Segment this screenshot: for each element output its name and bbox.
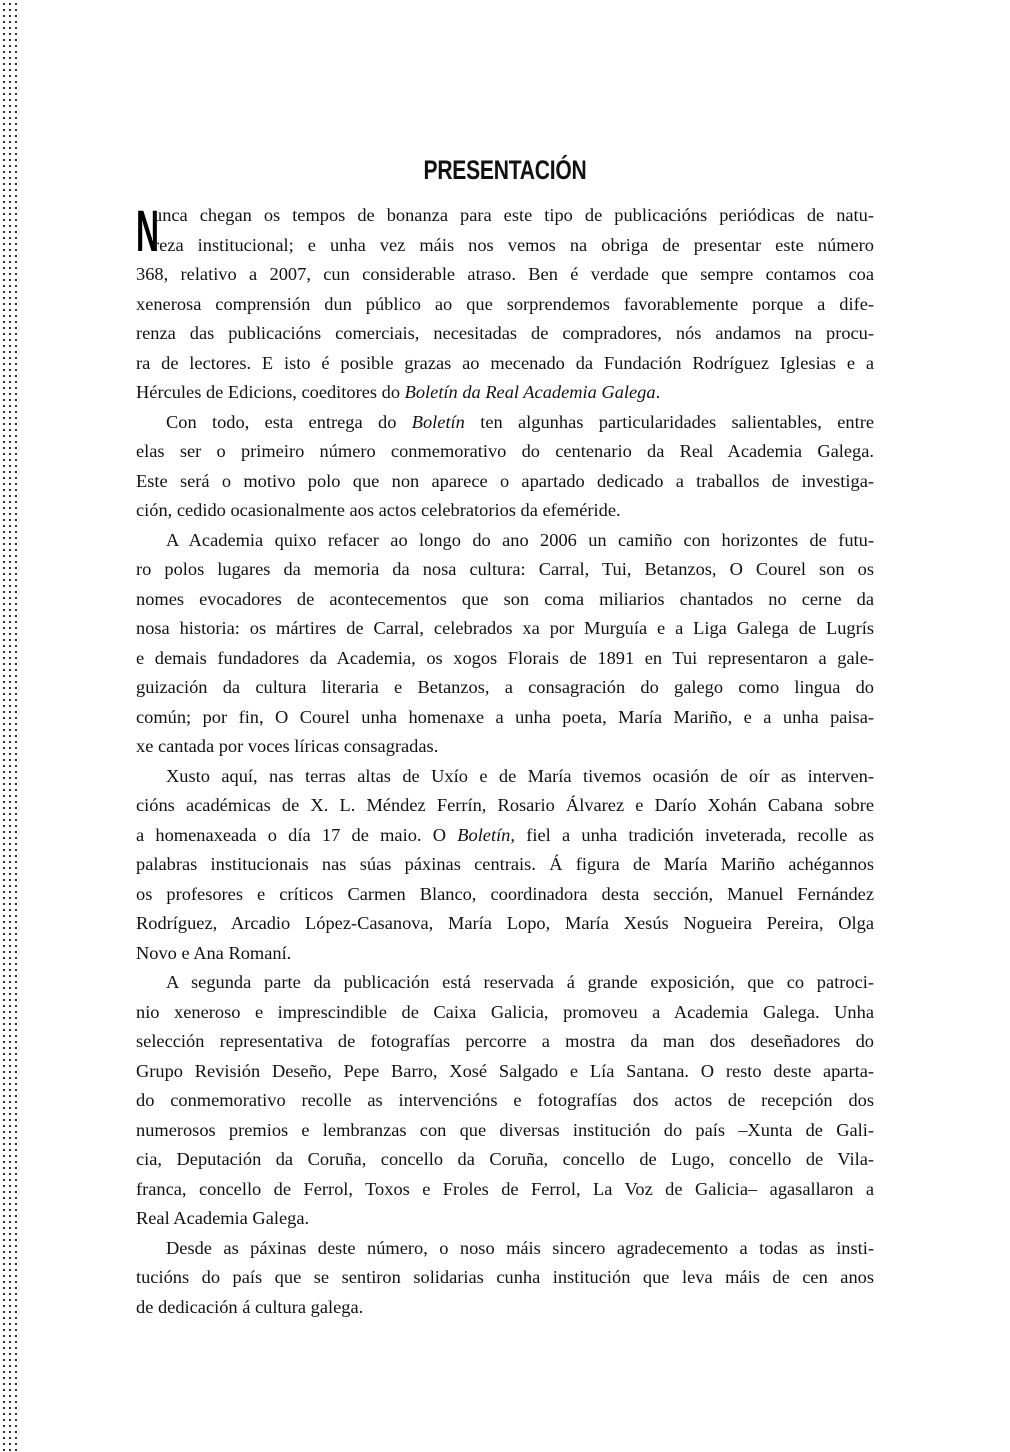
text-line: Hércules de Edicions, coeditores do Boletín da Real Academia Galega. [136,382,661,402]
text-line: Desde as páxinas deste número, o noso máis sincero agradecemento a todas as insti- [166,1237,874,1258]
text-line: reza institucional; e unha vez máis nos vemos na obriga de presentar este número [153,234,874,255]
text-line: nio xeneroso e imprescindible de Caixa Galicia, promoveu a Academia Galega. Unha [136,1001,874,1022]
text-line: ra de lectores. E isto é posible grazas ao mecenado da Fundación Rodríguez Iglesias e a [136,352,874,373]
text-line: común; por fin, O Courel unha homenaxe a unha poeta, María Mariño, e a unha paisa- [136,706,874,727]
text-line: Real Academia Galega. [136,1208,310,1228]
text-line: nomes evocadores de acontecementos que son coma miliarios chantados no cerne da [136,588,874,609]
text-line: xe cantada por voces líricas consagradas. [136,736,439,756]
italic-title: Boletín, [457,824,515,845]
text-line: a homenaxeada o día 17 de maio. O Boletín, fiel a unha tradición inveterada, recolle as [136,824,874,845]
text-line: ro polos lugares da memoria da nosa cultura: Carral, Tui, Betanzos, O Courel son os [136,559,874,579]
text-line: Con todo, esta entrega do Boletín ten algunhas particularidades salientables, entre [166,411,874,432]
text-line: nosa historia: os mártires de Carral, celebrados xa por Murguía e a Liga Galega de Lugrís [136,618,874,638]
text-line: numerosos premios e lembranzas con que diversas institución do país –Xunta de Gali- [136,1119,874,1140]
text-line: selección representativa de fotografías percorre a mostra da man dos deseñadores do [136,1031,874,1051]
text-line: cia, Deputación da Coruña, concello da Coruña, concello de Lugo, concello de Vila- [136,1149,874,1169]
italic-title: Boletín da Real Academia Galega [404,382,656,402]
text-line: tucións do país que se sentiron solidarias cunha institución que leva máis de cen anos [136,1267,874,1287]
text-line: Este será o motivo polo que non aparece o apartado dedicado a traballos de investiga- [136,470,874,491]
text-line: renza das publicacións comerciais, necesitadas de compradores, nós andamos na procu- [136,323,874,343]
text-line: cións académicas de X. L. Méndez Ferrín, Rosario Álvarez e Darío Xohán Cabana sobre [136,795,874,815]
text-line: unca chegan os tempos de bonanza para este tipo de publicacións periódicas de natu- [153,205,874,225]
text-line: ción, cedido ocasionalmente aos actos celebratorios da efeméride. [136,500,621,520]
body-text [136,201,874,1322]
page-edge-dot-pattern [0,0,19,1452]
text-line: A Academia quixo refacer ao longo do ano 2006 un camiño con horizontes de futu- [166,529,874,550]
text-line: os profesores e críticos Carmen Blanco, coordinadora desta sección, Manuel Fernández [136,883,874,904]
text-line: Xusto aquí, nas terras altas de Uxío e de María tivemos ocasión de oír as interven- [166,765,874,786]
text-line: Rodríguez, Arcadio López-Casanova, María Lopo, María Xesús Nogueira Pereira, Olga [136,913,874,933]
text-line: Novo e Ana Romaní. [136,942,292,963]
text-line: do conmemorativo recolle as intervencións e fotografías dos actos de recepción dos [136,1090,874,1110]
text-line: elas ser o primeiro número conmemorativo do centenario da Real Academia Galega. [136,441,874,461]
text-line: e demais fundadores da Academia, os xogos Florais de 1891 en Tui representaron a gale- [136,647,874,668]
text-line: Grupo Revisión Deseño, Pepe Barro, Xosé Salgado e Lía Santana. O resto deste aparta- [136,1060,874,1081]
text-line: xenerosa comprensión dun público ao que sorprendemos favorablemente porque a dife- [136,293,874,314]
text-line: de dedicación á cultura galega. [136,1296,364,1317]
text-line: franca, concello de Ferrol, Toxos e Froles de Ferrol, La Voz de Galicia– agasallaron a [136,1178,874,1199]
italic-title: Boletín [411,411,465,432]
page-title: PRESENTACIÓN [423,155,587,186]
drop-cap: N [136,199,160,264]
text-line: A segunda parte da publicación está reservada á grande exposición, que co patroci- [166,972,874,992]
text-line: palabras institucionais nas súas páxinas centrais. Á figura de María Mariño achégannos [136,854,874,874]
text-line: guización da cultura literaria e Betanzos, a consagración do galego como lingua do [136,677,874,697]
text-line: 368, relativo a 2007, cun considerable atraso. Ben é verdade que sempre contamos coa [136,264,874,284]
